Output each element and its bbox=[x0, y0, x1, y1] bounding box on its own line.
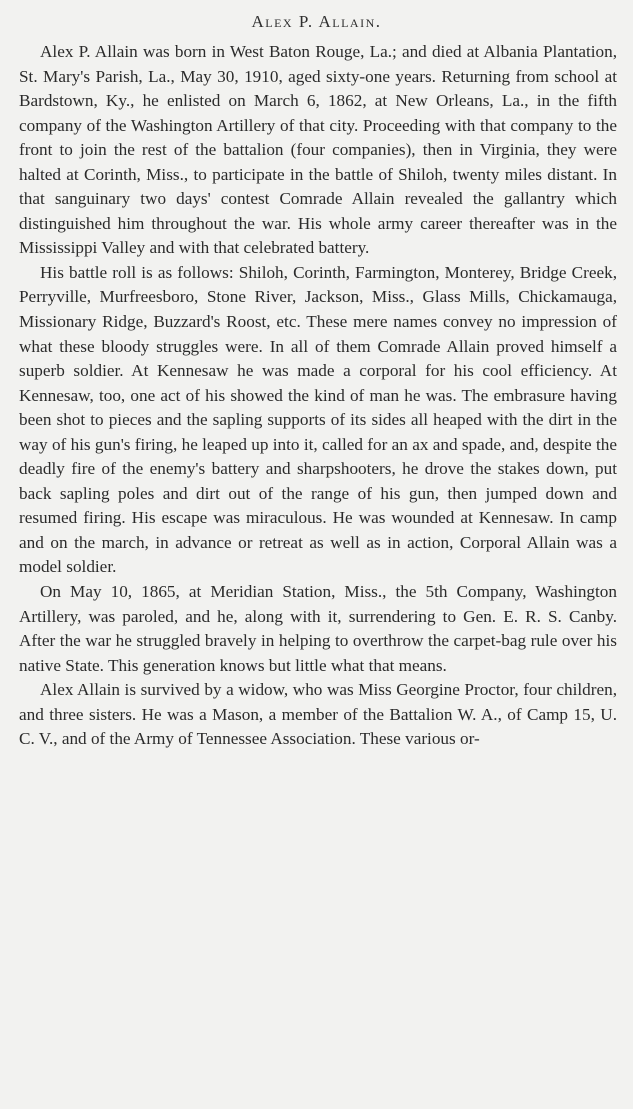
paragraph-survivors: Alex Allain is survived by a widow, who was Miss Georgine Proctor, four children, and three sisters. He was a Mason, a member of the Battalion W. A., of Camp 15, U. C. V., and of the Army of Tennessee Association. These various or- bbox=[19, 680, 617, 749]
page-title: Alex P. Allain. bbox=[251, 12, 382, 31]
paragraph-surrender: On May 10, 1865, at Meridian Station, Miss., the 5th Company, Washington Artillery, was paroled, and he, along with it, surrendering to Gen. E. R. S. Canby. After the war he struggled bravely in helping to overthrow the carpet-bag rule over his native State. This generation knows but little what that means. bbox=[19, 582, 617, 675]
paragraph-biography: Alex P. Allain was born in West Baton Rouge, La.; and died at Albania Plantation, St. Mary's Parish, La., May 30, 1910, aged sixty-one years. Returning from school at Bardstown, Ky., he enlisted on March 6, 1862, at New Orleans, La., in the fifth company of the Washington Artillery of that city. Proceeding with that company to the front to join the rest of the battalion (four companies), then in Virginia, they were halted at Corinth, Miss., to participate in the battle of Shiloh, twenty miles distant. In that sanguinary two days' contest Comrade Allain revealed the gallantry which distinguished him throughout the war. His whole army career thereafter was in the Mississippi Valley and with that celebrated battery. bbox=[19, 42, 617, 258]
article-body bbox=[19, 40, 617, 752]
paragraph-battle-roll: His battle roll is as follows: Shiloh, Corinth, Farmington, Monterey, Bridge Creek, Perryville, Murfreesboro, Stone River, Jackson, Miss., Glass Mills, Chickamauga, Missionary Ridge, Buzzard's Roost, etc. These mere names convey no impression of what these bloody struggles were. In all of them Comrade Allain proved himself a superb soldier. At Kennesaw he was made a corporal for his cool efficiency. At Kennesaw, too, one act of his showed the kind of man he was. The embrasure having been shot to pieces and the sapling supports of its sides all heaped with the dirt in the way of his gun's firing, he leaped up into it, called for an ax and spade, and, despite the deadly fire of the enemy's battery and sharpshooters, he drove the stakes down, put back sapling poles and dirt out of the range of his gun, then jumped down and resumed firing. His escape was miraculous. He was wounded at Kennesaw. In camp and on the march, in advance or retreat as well as in action, Corporal Allain was a model soldier. bbox=[19, 262, 617, 577]
